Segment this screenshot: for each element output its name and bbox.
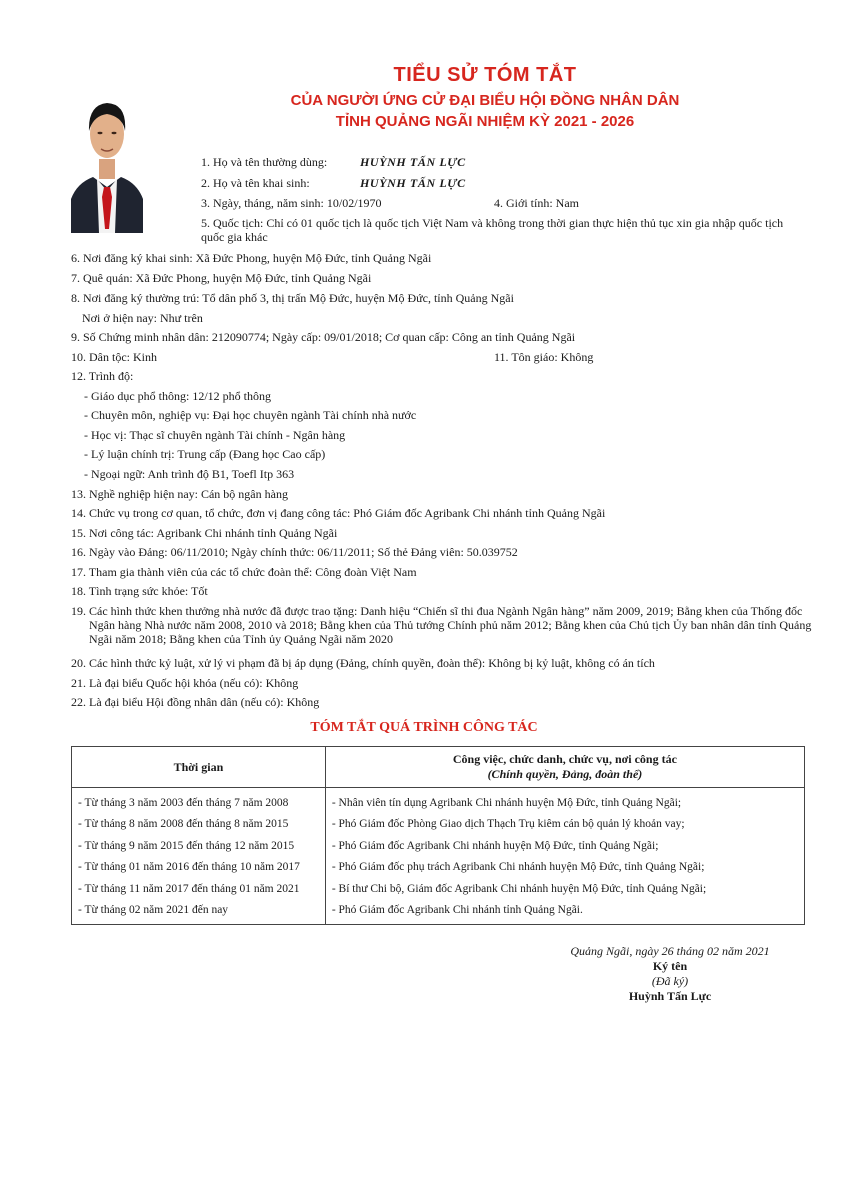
column-header-time: Thời gian bbox=[72, 747, 326, 788]
item-12-political-theory: - Lý luận chính trị: Trung cấp (Đang học Cao cấp) bbox=[84, 447, 326, 461]
table-row bbox=[72, 857, 805, 879]
row-time: - Từ tháng 8 năm 2008 đến tháng 8 năm 2015 bbox=[72, 814, 326, 836]
table-row bbox=[72, 900, 805, 925]
item-1-value: HUỲNH TẤN LỰC bbox=[360, 155, 466, 169]
table-row bbox=[72, 788, 805, 814]
item-6-birth-registration: 6. Nơi đăng ký khai sinh: Xã Đức Phong, huyện Mộ Đức, tỉnh Quảng Ngãi bbox=[71, 251, 432, 265]
item-17-organizations: 17. Tham gia thành viên của các tổ chức đoàn thể: Công đoàn Việt Nam bbox=[71, 565, 417, 579]
column-header-job-sub: (Chính quyền, Đảng, đoàn thể) bbox=[487, 767, 643, 781]
doc-title: TIỂU SỬ TÓM TẮT bbox=[393, 64, 577, 86]
item-8-residence: 8. Nơi đăng ký thường trú: Tổ dân phố 3, thị trấn Mộ Đức, huyện Mộ Đức, tỉnh Quảng Ngãi bbox=[71, 291, 514, 305]
row-job: - Nhân viên tín dụng Agribank Chi nhánh huyện Mộ Đức, tỉnh Quảng Ngãi; bbox=[325, 788, 804, 814]
item-2-label: 2. Họ và tên khai sinh: bbox=[201, 176, 310, 190]
place-date: Quảng Ngãi, ngày 26 tháng 02 năm 2021 bbox=[570, 944, 770, 958]
row-time: - Từ tháng 9 năm 2015 đến tháng 12 năm 2015 bbox=[72, 835, 326, 857]
row-job: - Phó Giám đốc Phòng Giao dịch Thạch Trụ kiêm cán bộ quản lý khoản vay; bbox=[325, 814, 804, 836]
item-13-occupation: 13. Nghề nghiệp hiện nay: Cán bộ ngân hàng bbox=[71, 487, 288, 501]
row-job: - Bí thư Chi bộ, Giám đốc Agribank Chi nhánh huyện Mộ Đức, tỉnh Quảng Ngãi; bbox=[325, 878, 804, 900]
table-row bbox=[72, 814, 805, 836]
doc-subtitle-1: CỦA NGƯỜI ỨNG CỬ ĐẠI BIỂU HỘI ĐỒNG NHÂN DÂN bbox=[290, 92, 680, 109]
item-9-id-card: 9. Số Chứng minh nhân dân: 212090774; Ngày cấp: 09/01/2018; Cơ quan cấp: Công an tỉnh Quảng Ngãi bbox=[71, 330, 576, 344]
item-12-education: 12. Trình độ: bbox=[71, 369, 134, 383]
item-18-health: 18. Tình trạng sức khỏe: Tốt bbox=[71, 584, 208, 598]
row-time: - Từ tháng 01 năm 2016 đến tháng 10 năm 2017 bbox=[72, 857, 326, 879]
row-job: - Phó Giám đốc Agribank Chi nhánh huyện Mộ Đức, tỉnh Quảng Ngãi; bbox=[325, 835, 804, 857]
item-5-nationality: 5. Quốc tịch: Chỉ có 01 quốc tịch là quốc tịch Việt Nam và không trong thời gian thực hiện thủ tục xin gia nhập quốc tịch quốc gia khác bbox=[201, 216, 784, 244]
row-time: - Từ tháng 3 năm 2003 đến tháng 7 năm 2008 bbox=[72, 788, 326, 814]
item-8-current-address: Nơi ở hiện nay: Như trên bbox=[82, 311, 203, 325]
item-21-national-assembly: 21. Là đại biểu Quốc hội khóa (nếu có): Không bbox=[71, 676, 299, 690]
item-3-birthdate: 3. Ngày, tháng, năm sinh: 10/02/1970 bbox=[201, 196, 382, 210]
item-2-value: HUỲNH TẤN LỰC bbox=[360, 176, 466, 190]
item-16-party: 16. Ngày vào Đảng: 06/11/2010; Ngày chính thức: 06/11/2011; Số thẻ Đảng viên: 50.039752 bbox=[71, 545, 518, 559]
item-12-specialty: - Chuyên môn, nghiệp vụ: Đại học chuyên ngành Tài chính nhà nước bbox=[84, 408, 417, 422]
item-19-awards: 19. Các hình thức khen thưởng nhà nước đã được trao tặng: Danh hiệu “Chiến sĩ thi đua Ngành Ngân hàng” năm 2009, 2019; Bằng khen của Thống đốc Ngân hàng Nhà nước năm 2008, 2010 và 2018; Bằng khen của Thủ tướng Chính phủ năm 2012; Bằng khen của Chủ tịch Ủy ban nhân dân tỉnh Quảng Ngãi năm 2018; Bằng khen của Tỉnh ủy Quảng Ngãi năm 2020 bbox=[71, 604, 812, 646]
item-12-degree: - Học vị: Thạc sĩ chuyên ngành Tài chính - Ngân hàng bbox=[84, 428, 346, 442]
signer-name: Huỳnh Tấn Lực bbox=[628, 989, 712, 1003]
item-14-position: 14. Chức vụ trong cơ quan, tổ chức, đơn vị đang công tác: Phó Giám đốc Agribank Chi nhánh tỉnh Quảng Ngãi bbox=[71, 506, 606, 520]
row-time: - Từ tháng 11 năm 2017 đến tháng 01 năm 2021 bbox=[72, 878, 326, 900]
table-row bbox=[72, 878, 805, 900]
item-10-ethnicity: 10. Dân tộc: Kinh bbox=[71, 350, 157, 364]
item-12-general-education: - Giáo dục phổ thông: 12/12 phổ thông bbox=[84, 389, 271, 403]
work-history-table bbox=[71, 746, 805, 925]
item-15-workplace: 15. Nơi công tác: Agribank Chi nhánh tỉnh Quảng Ngãi bbox=[71, 526, 338, 540]
candidate-photo bbox=[71, 79, 143, 233]
table-row bbox=[72, 835, 805, 857]
item-20-discipline: 20. Các hình thức kỷ luật, xử lý vi phạm đã bị áp dụng (Đảng, chính quyền, đoàn thể): Không bị kỷ luật, không có án tích bbox=[71, 656, 655, 670]
item-7-hometown: 7. Quê quán: Xã Đức Phong, huyện Mộ Đức, tỉnh Quảng Ngãi bbox=[71, 271, 372, 285]
column-header-job: Công việc, chức danh, chức vụ, nơi công tác (Chính quyền, Đảng, đoàn thể) bbox=[325, 747, 804, 788]
row-job: - Phó Giám đốc phụ trách Agribank Chi nhánh huyện Mộ Đức, tỉnh Quảng Ngãi; bbox=[325, 857, 804, 879]
work-history-title: TÓM TẮT QUÁ TRÌNH CÔNG TÁC bbox=[310, 720, 538, 735]
signed-note: (Đã ký) bbox=[651, 974, 689, 988]
item-1-label: 1. Họ và tên thường dùng: bbox=[201, 155, 328, 169]
item-4-gender: 4. Giới tính: Nam bbox=[494, 196, 580, 210]
sign-label: Ký tên bbox=[652, 959, 688, 973]
item-22-peoples-council: 22. Là đại biểu Hội đồng nhân dân (nếu có): Không bbox=[71, 695, 320, 709]
item-12-foreign-language: - Ngoại ngữ: Anh trình độ B1, Toefl Itp 363 bbox=[84, 467, 295, 481]
row-job: - Phó Giám đốc Agribank Chi nhánh tỉnh Quảng Ngãi. bbox=[325, 900, 804, 925]
item-11-religion: 11. Tôn giáo: Không bbox=[494, 350, 594, 364]
doc-subtitle-2: TỈNH QUẢNG NGÃI NHIỆM KỲ 2021 - 2026 bbox=[335, 113, 635, 130]
row-time: - Từ tháng 02 năm 2021 đến nay bbox=[72, 900, 326, 925]
